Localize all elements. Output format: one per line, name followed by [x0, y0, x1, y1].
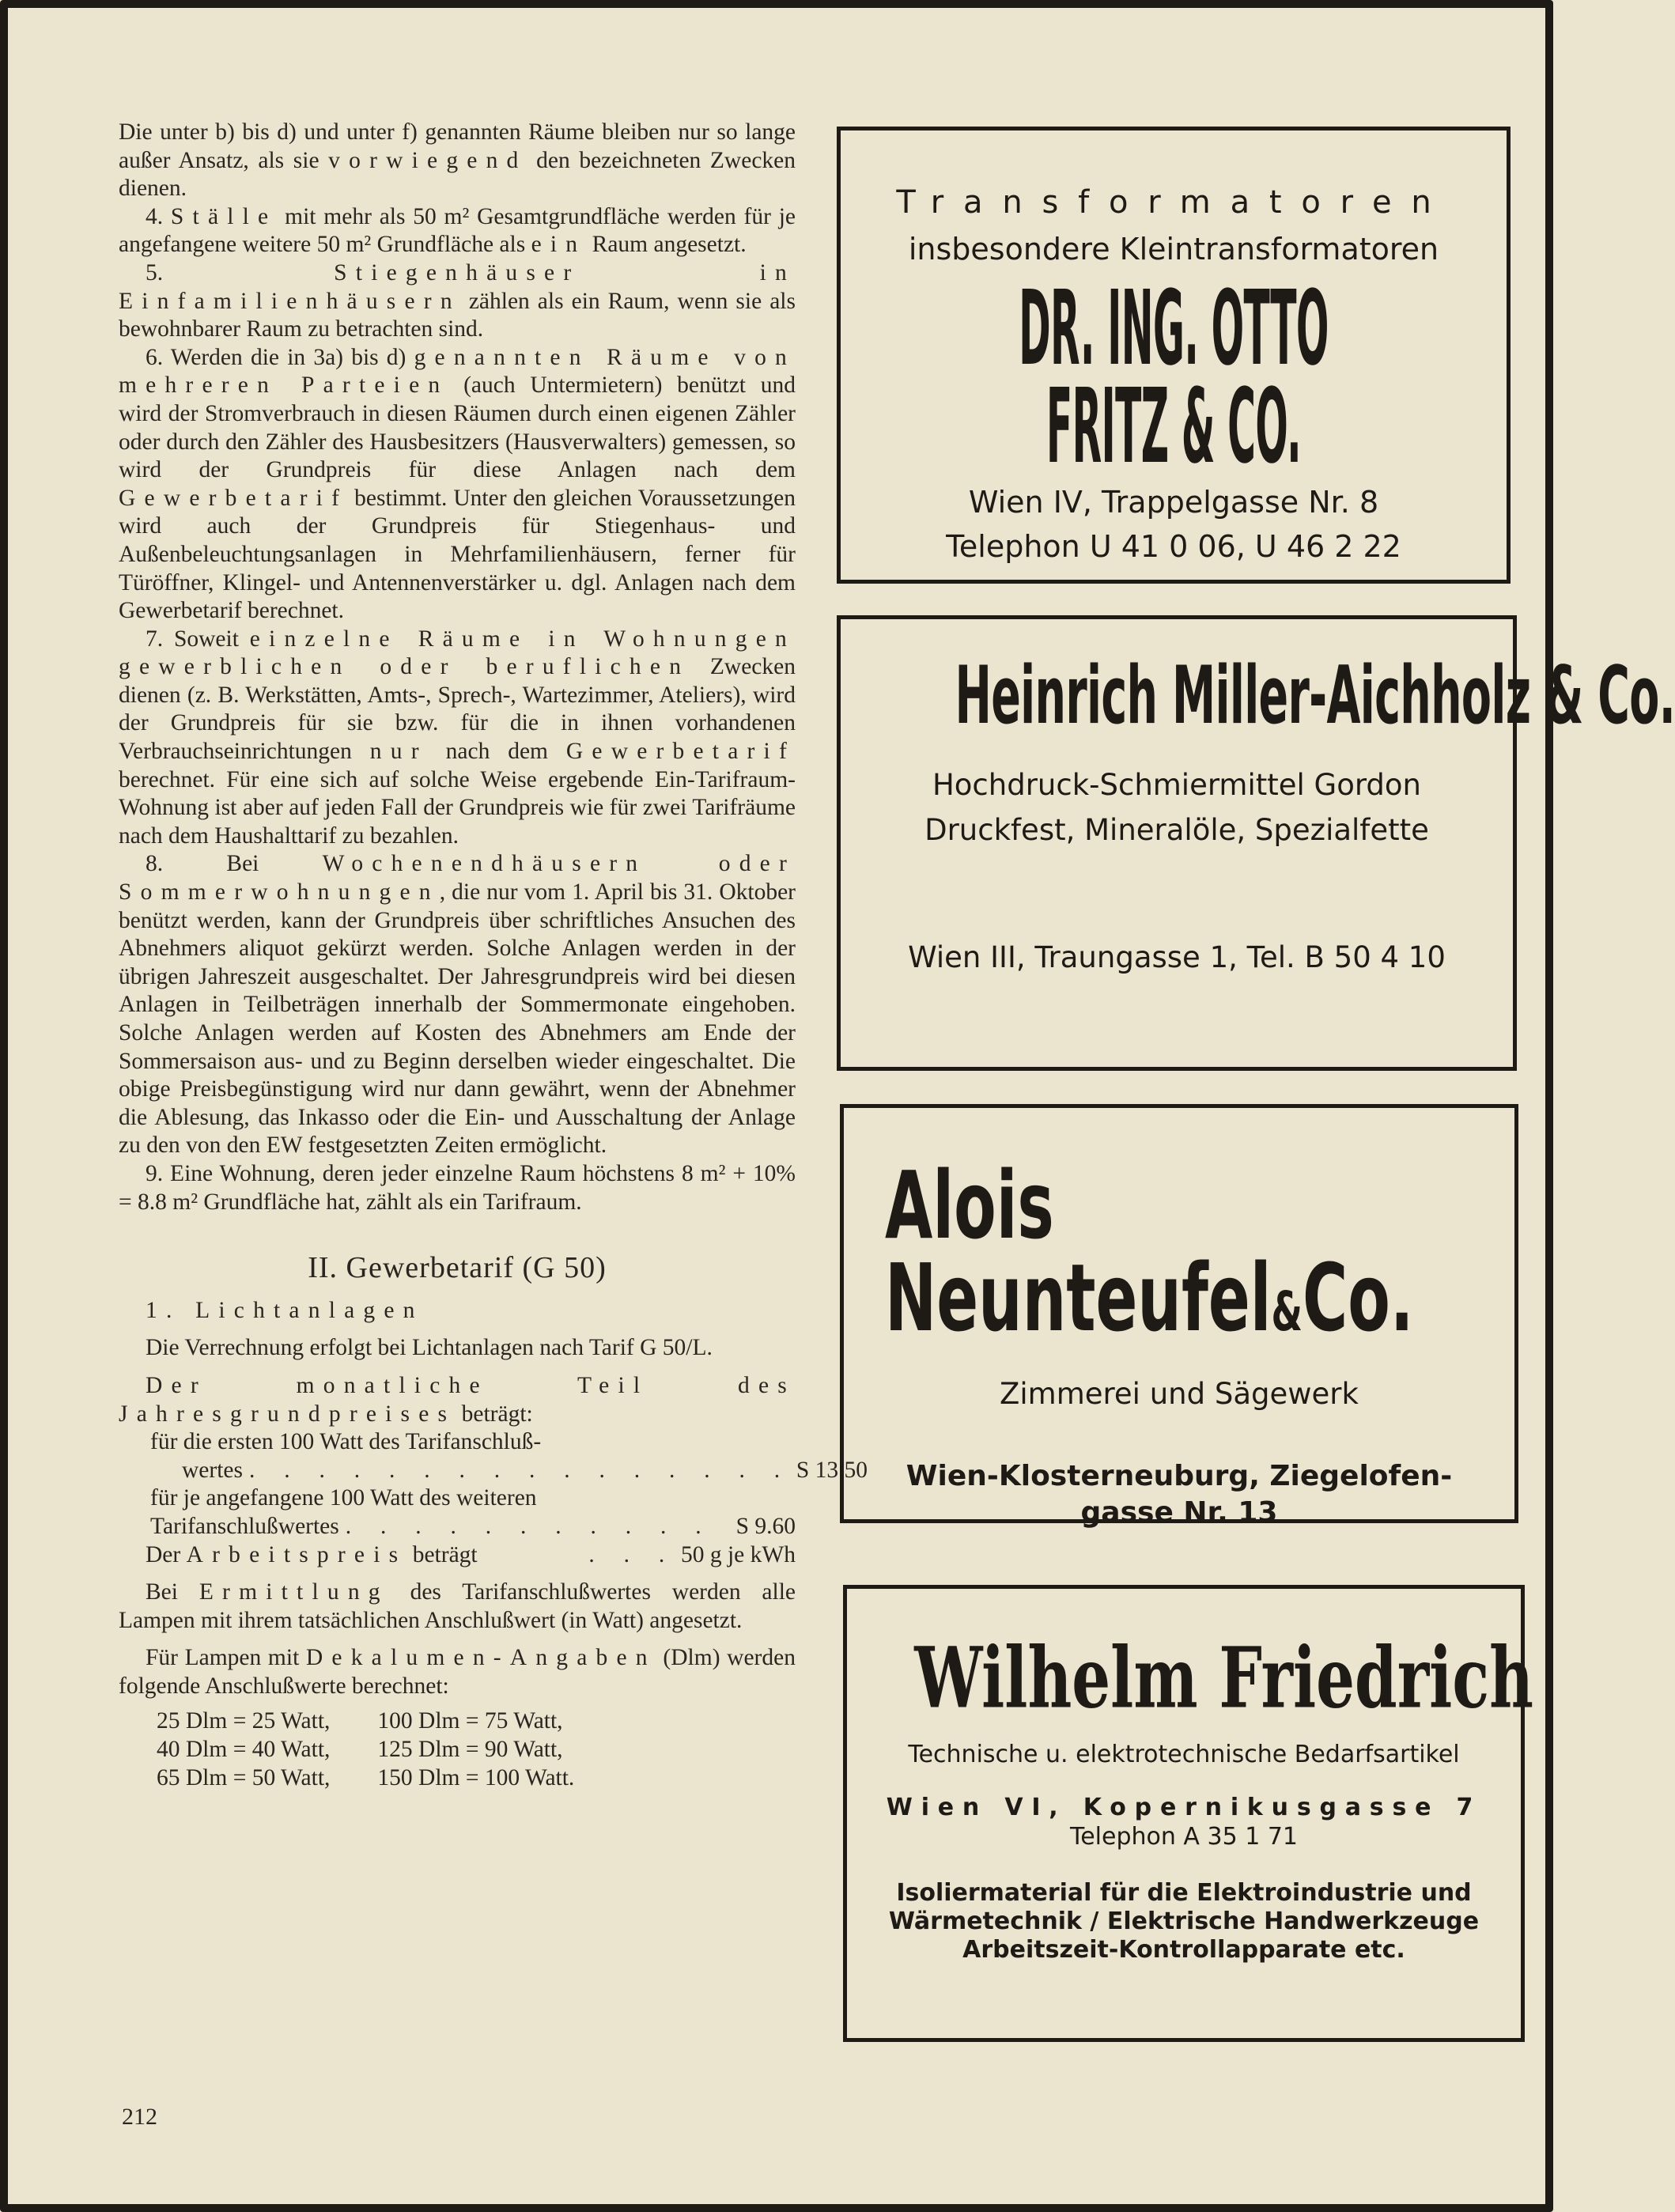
- ad-firm-name: Heinrich Miller-Aichholz & Co.: [955, 648, 1675, 742]
- fee-value: 50 g je kWh: [680, 1541, 796, 1567]
- ad-firm-name-line1: Alois: [885, 1151, 1054, 1261]
- ad-telephone: Telephon U 41 0 06, U 46 2 22: [946, 529, 1401, 564]
- paragraph-rooms-condition: Die unter b) bis d) und unter f) genannten Räume bleiben nur so lange außer Ansatz, als sie vorwiegend den bezeichneten Zwecken dienen.: [119, 119, 796, 202]
- ad-trade: Zimmerei und Sägewerk: [1000, 1377, 1359, 1411]
- paragraph-4-stables: 4. Ställe mit mehr als 50 m² Gesamtgrundfläche werden für je angefangene weitere 50 m² Grundfläche als ein Raum angesetzt.: [119, 203, 796, 258]
- ad-firm-name: Wilhelm Friedrich: [914, 1628, 1533, 1727]
- fee-value: S 9.60: [735, 1513, 796, 1539]
- ad-address: Wien-Klosterneuburg, Ziegelofen- gasse Nr. 13: [906, 1460, 1453, 1529]
- ad-address: Wien VI, Kopernikusgasse 7: [886, 1794, 1482, 1821]
- fee-dots: . . .: [588, 1541, 676, 1567]
- ad-address: Wien III, Traungasse 1, Tel. B 50 4 10: [908, 940, 1446, 974]
- dekalumen-table: [157, 1707, 574, 1792]
- ad-firm-name-line2: Neunteufel&Co.: [885, 1243, 1414, 1353]
- page-number: 212: [122, 2104, 157, 2130]
- fee-row-additional-100-watt: [119, 1484, 796, 1541]
- subsection-lichtanlagen: 1. Lichtanlagen: [146, 1297, 424, 1323]
- ad-tagline: Technische u. elektrotechnische Bedarfsartikel: [908, 1741, 1460, 1768]
- ad-products: Isoliermaterial für die Elektroindustrie und Wärmetechnik / Elektrische Handwerkzeuge Arbeitszeit-Kontrollapparate etc.: [888, 1879, 1480, 1964]
- paragraph-monthly-part: Der monatliche Teil des Jahresgrundpreises beträgt:: [119, 1372, 796, 1427]
- paragraph-determination: Bei Ermittlung des Tarifanschlußwertes werden alle Lampen mit ihrem tatsächlichen Anschlußwert (in Watt) angesetzt.: [119, 1579, 796, 1633]
- fee-dots: . . . . . . . . . . . . . . . .: [249, 1457, 792, 1483]
- ad-telephone: Telephon A 35 1 71: [1069, 1823, 1298, 1851]
- paragraph-5-staircases: 5. Stiegenhäuser in Einfamilienhäusern zählen als ein Raum, wenn sie als bewohnbarer Raum zu betrachten sind.: [119, 259, 796, 342]
- fee-label-line1: für die ersten 100 Watt des Tarifanschluß-: [150, 1429, 542, 1455]
- ad-kicker: Transformatoren: [896, 184, 1451, 221]
- fee-row-first-100-watt: [119, 1428, 868, 1484]
- ad-subtitle: insbesondere Kleintransformatoren: [908, 232, 1439, 267]
- ad-otto-fritz: [837, 127, 1511, 584]
- fee-dots: . . . . . . . . . . .: [345, 1513, 713, 1539]
- fee-row-work-price: Der Arbeitspreis beträgt . . . 50 g je kWh: [119, 1541, 796, 1570]
- fee-value: S 13.50: [796, 1457, 868, 1483]
- paragraph-7-business-rooms: 7. Soweit einzelne Räume in Wohnungen gewerblichen oder beruflichen Zwecken dienen (z. B. Werkstätten, Amts-, Sprech-, Wartezimmer, Ateliers), wird der Grundpreis für sie bzw. für die in ihnen vorhandenen Verbrauchseinrichtungen nur nach dem Gewerbetarif berechnet. Für eine sich auf solche Weise ergebende Ein-Tarifraum-Wohnung ist aber auf jeden Fall der Grundpreis wie für zwei Tarifräume nach dem Haushalttarif zu bezahlen.: [119, 626, 796, 849]
- fee-label-line2: Tarifanschlußwertes: [150, 1513, 339, 1539]
- paragraph-dekalumen: Für Lampen mit Dekalumen-Angaben (Dlm) werden folgende Anschlußwerte berechnet:: [119, 1645, 796, 1699]
- ad-products-line1: Hochdruck-Schmiermittel Gordon: [932, 768, 1422, 802]
- paragraph-9-small-flat: 9. Eine Wohnung, deren jeder einzelne Raum höchstens 8 m² + 10% = 8.8 m² Grundfläche hat, zählt als ein Tarifraum.: [119, 1160, 796, 1215]
- table-row: 25 Dlm = 25 Watt, 100 Dlm = 75 Watt,: [157, 1708, 563, 1734]
- ad-address: Wien IV, Trappelgasse Nr. 8: [968, 485, 1379, 520]
- paragraph-8-weekend-houses: 8. Bei Wochenendhäusern oder Sommerwohnungen, die nur vom 1. April bis 31. Oktober benützt werden, kann der Grundpreis über schriftliches Ansuchen des Abnehmers aliquot gekürzt werden. Solche Anlagen werden in der übrigen Jahreszeit ausgeschaltet. Der Jahresgrundpreis wird bei diesen Anlagen in Teilbeträgen innerhalb der Sommermonate eingehoben. Solche Anlagen werden auf Kosten des Abnehmers am Ende der Sommersaison aus- und zu Beginn derselben wieder eingeschaltet. Die obige Preisbegünstigung wird nur dann gewährt, wenn der Abnehmer die Ablesung, das Inkasso oder die Ein- und Ausschaltung der Anlage zu den von den EW festgesetzten Zeiten ermöglicht.: [119, 851, 796, 1159]
- ad-wilhelm-friedrich: [843, 1585, 1533, 2042]
- paragraph-billing-tariff: Die Verrechnung erfolgt bei Lichtanlagen nach Tarif G 50/L.: [146, 1335, 713, 1361]
- ad-products-line2: Druckfest, Mineralöle, Spezialfette: [924, 813, 1429, 847]
- tariff-text-column: [119, 119, 868, 1792]
- fee-label-line2: wertes: [182, 1457, 243, 1483]
- paragraph-6-shared-rooms: 6. Werden die in 3a) bis d) genannten Räume von mehreren Parteien (auch Untermietern) benützt und wird der Stromverbrauch in diesen Räumen durch einen eigenen Zähler oder durch den Zähler des Hausbesitzers (Hausverwalters) gemessen, so wird der Grundpreis für diese Anlagen nach dem Gewerbetarif bestimmt. Unter den gleichen Voraussetzungen wird auch der Grundpreis für Stiegenhaus- und Außenbeleuchtungsanlagen in Mehrfamilienhäusern, ferner für Türöffner, Klingel- und Antennenverstärker u. dgl. Anlagen nach dem Gewerbetarif berechnet.: [119, 344, 796, 624]
- ad-miller-aichholz: [837, 615, 1675, 1071]
- ad-firm-name: DR. ING. OTTO FRITZ & CO.: [1019, 268, 1329, 486]
- table-row: 65 Dlm = 50 Watt, 150 Dlm = 100 Watt.: [157, 1765, 575, 1791]
- ad-neunteufel: [840, 1104, 1518, 1529]
- fee-label-line1: für je angefangene 100 Watt des weiteren: [150, 1485, 537, 1511]
- table-row: 40 Dlm = 40 Watt, 125 Dlm = 90 Watt,: [157, 1737, 563, 1763]
- section-title-gewerbetarif: II. Gewerbetarif (G 50): [308, 1251, 607, 1285]
